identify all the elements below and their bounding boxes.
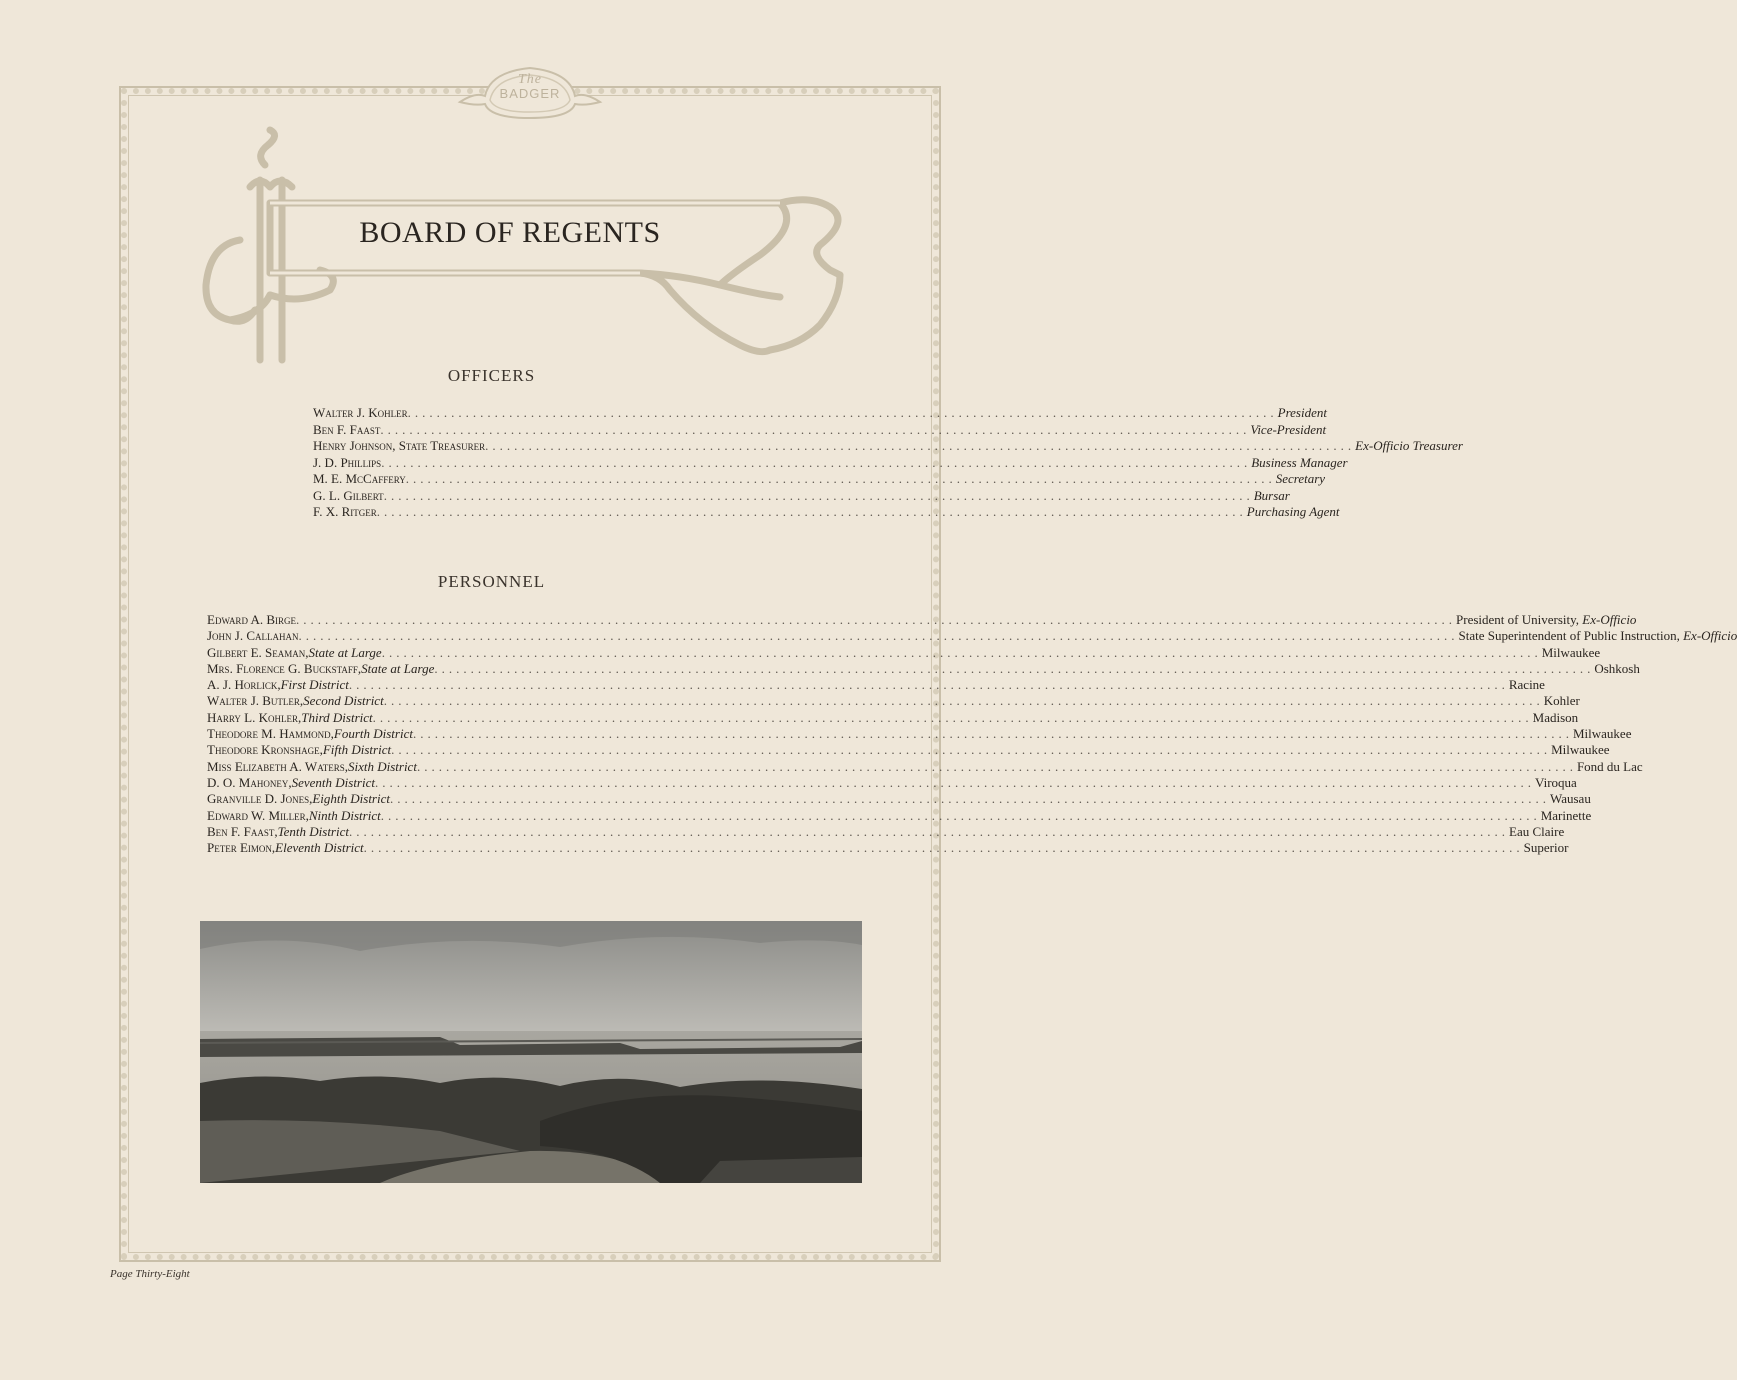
regent-district: Seventh District xyxy=(291,774,375,790)
leader-dots: ................................................................................................................................................................ xyxy=(391,742,1552,758)
officer-title: Business Manager xyxy=(1251,454,1348,470)
personnel-list xyxy=(207,612,1737,856)
regent-name: Edward W. Miller, xyxy=(207,807,309,823)
regent-value xyxy=(1541,808,1592,824)
regent-value-text: Eau Claire xyxy=(1509,823,1565,839)
regent-value-text: Fond du Lac xyxy=(1576,758,1643,774)
regent-value-text: Viroqua xyxy=(1535,774,1577,790)
leader-dots: ................................................................................................................................................................ xyxy=(296,612,1457,627)
leader-dots: ........................................................................................................................ xyxy=(381,454,1252,470)
leader-dots: ........................................................................................................................ xyxy=(376,504,1247,519)
regent-name: Theodore Kronshage, xyxy=(207,742,323,758)
regent-value-text: Kohler xyxy=(1543,693,1580,709)
leader-dots: ........................................................................................................................ xyxy=(407,405,1278,420)
leader-dots: ................................................................................................................................................................ xyxy=(372,709,1533,725)
personnel-row xyxy=(207,677,1545,693)
officer-title: Vice-President xyxy=(1250,421,1327,437)
personnel-row xyxy=(207,726,1632,742)
scroll-banner-ornament xyxy=(200,125,860,375)
officer-title: President xyxy=(1277,405,1327,420)
regent-district: Fourth District xyxy=(333,726,413,742)
personnel-row xyxy=(207,709,1579,726)
personnel-row xyxy=(207,823,1565,840)
badger-name-label: BADGER xyxy=(499,86,561,101)
regent-district: Eleventh District xyxy=(275,840,364,856)
officer-row xyxy=(313,471,1326,488)
regent-name: Granville D. Jones, xyxy=(207,791,313,807)
page-number: Page Thirty-Eight xyxy=(110,1268,190,1280)
regent-district: State at Large xyxy=(308,644,382,660)
regent-value-text: Superior xyxy=(1523,840,1569,856)
officer-name: F. X. Ritger xyxy=(313,504,377,519)
officer-title: Secretary xyxy=(1275,471,1326,486)
regent-district: Second District xyxy=(303,693,384,709)
officers-list xyxy=(313,405,1463,521)
regent-value xyxy=(1524,840,1569,856)
regent-name: John J. Callahan xyxy=(207,628,299,644)
leader-dots: ................................................................................................................................................................ xyxy=(416,758,1577,774)
regent-name: Mrs. Florence G. Buckstaff, xyxy=(207,660,362,676)
officer-row xyxy=(313,421,1327,439)
regent-name: Peter Eimon, xyxy=(207,840,276,856)
regent-value-text: Madison xyxy=(1532,709,1579,725)
regent-name: Gilbert E. Seaman, xyxy=(207,644,309,660)
personnel-row xyxy=(207,791,1591,807)
page-title: BOARD OF REGENTS xyxy=(359,216,661,249)
badger-the-label: The xyxy=(518,72,542,87)
officer-row xyxy=(313,438,1463,455)
regent-value-text: President of University, xyxy=(1456,612,1583,627)
regent-value xyxy=(1542,645,1600,661)
officer-name: Henry Johnson, State Treasurer xyxy=(313,438,486,453)
leader-dots: ................................................................................................................................................................ xyxy=(298,628,1459,644)
regent-value xyxy=(1459,628,1737,644)
officer-name: G. L. Gilbert xyxy=(313,487,384,503)
regent-value xyxy=(1533,710,1579,726)
personnel-row xyxy=(207,644,1601,661)
leader-dots: ................................................................................................................................................................ xyxy=(383,693,1544,709)
regent-value xyxy=(1573,726,1631,742)
regent-district: Fifth District xyxy=(322,742,392,758)
leader-dots: ................................................................................................................................................................ xyxy=(349,823,1509,839)
regent-district: State at Large xyxy=(361,660,435,676)
regent-value-text: State Superintendent of Public Instruction, xyxy=(1458,628,1684,644)
personnel-row xyxy=(207,774,1577,791)
officer-title: Purchasing Agent xyxy=(1246,504,1340,519)
personnel-heading: PERSONNEL xyxy=(437,572,546,591)
officer-row xyxy=(313,504,1340,521)
leader-dots: ........................................................................................................................ xyxy=(383,487,1254,503)
regent-district: Third District xyxy=(301,709,373,725)
leader-dots: ................................................................................................................................................................ xyxy=(380,807,1541,823)
officer-name: Walter J. Kohler xyxy=(313,405,408,420)
regent-value-text: Wausau xyxy=(1549,791,1591,807)
regent-name: Edward A. Birge xyxy=(207,612,297,627)
leader-dots: ................................................................................................................................................................ xyxy=(348,677,1509,693)
regent-value xyxy=(1550,791,1591,807)
regent-name: Walter J. Butler, xyxy=(207,693,304,709)
officer-name: Ben F. Faast xyxy=(313,421,381,437)
leader-dots: ................................................................................................................................................................ xyxy=(434,660,1595,676)
regent-value xyxy=(1509,677,1545,693)
regent-district: Ninth District xyxy=(308,807,381,823)
regent-name: D. O. Mahoney, xyxy=(207,774,292,790)
regent-value-text: Milwaukee xyxy=(1572,726,1632,742)
regent-district: Eighth District xyxy=(312,791,390,807)
leader-dots: ................................................................................................................................................................ xyxy=(363,840,1524,856)
regent-value-text: Oshkosh xyxy=(1594,660,1640,676)
regent-value-italic: Ex-Officio xyxy=(1683,628,1737,644)
regent-name: Theodore M. Hammond, xyxy=(207,726,334,742)
officer-name: J. D. Phillips xyxy=(313,454,382,470)
officers-heading: OFFICERS xyxy=(447,366,536,385)
regent-value xyxy=(1456,612,1636,628)
personnel-row xyxy=(207,840,1569,856)
officer-row xyxy=(313,405,1327,422)
lake-landscape-photo xyxy=(200,921,862,1183)
regent-value xyxy=(1535,775,1577,791)
leader-dots: ................................................................................................................................................................ xyxy=(375,774,1535,790)
personnel-row xyxy=(207,612,1637,628)
personnel-row xyxy=(207,742,1610,758)
leader-dots: ................................................................................................................................................................ xyxy=(412,726,1573,742)
regent-value-text: Milwaukee xyxy=(1551,742,1610,758)
regent-value xyxy=(1544,693,1580,709)
personnel-row xyxy=(207,628,1737,644)
regent-value xyxy=(1594,661,1640,677)
regent-value xyxy=(1551,742,1609,758)
personnel-row xyxy=(207,807,1592,824)
regent-name: Harry L. Kohler, xyxy=(207,709,302,725)
leader-dots: ........................................................................................................................ xyxy=(380,421,1251,437)
personnel-row xyxy=(207,660,1640,677)
leader-dots: ........................................................................................................................ xyxy=(485,438,1356,453)
regent-value-text: Marinette xyxy=(1540,807,1592,823)
regent-name: Ben F. Faast, xyxy=(207,823,278,839)
regent-value-italic: Ex-Officio xyxy=(1582,612,1637,627)
officer-title: Bursar xyxy=(1253,487,1290,503)
personnel-row xyxy=(207,758,1643,775)
officer-row xyxy=(313,487,1290,505)
regent-name: Miss Elizabeth A. Waters, xyxy=(207,758,348,774)
personnel-row xyxy=(207,693,1580,709)
leader-dots: ........................................................................................................................ xyxy=(405,471,1276,486)
regent-value-text: Racine xyxy=(1508,677,1545,693)
officer-row xyxy=(313,454,1348,472)
regent-district: Sixth District xyxy=(347,758,417,774)
regent-district: Tenth District xyxy=(277,823,349,839)
leader-dots: ................................................................................................................................................................ xyxy=(381,644,1542,660)
regent-value xyxy=(1509,824,1564,840)
officer-title: Ex-Officio Treasurer xyxy=(1355,438,1463,453)
badger-cartouche-text xyxy=(478,73,582,101)
regent-value-text: Milwaukee xyxy=(1541,644,1601,660)
regent-district: First District xyxy=(280,677,349,693)
regent-value xyxy=(1577,759,1643,775)
regent-name: A. J. Horlick, xyxy=(207,677,281,693)
officer-name: M. E. McCaffery xyxy=(313,471,406,486)
leader-dots: ................................................................................................................................................................ xyxy=(389,791,1550,807)
